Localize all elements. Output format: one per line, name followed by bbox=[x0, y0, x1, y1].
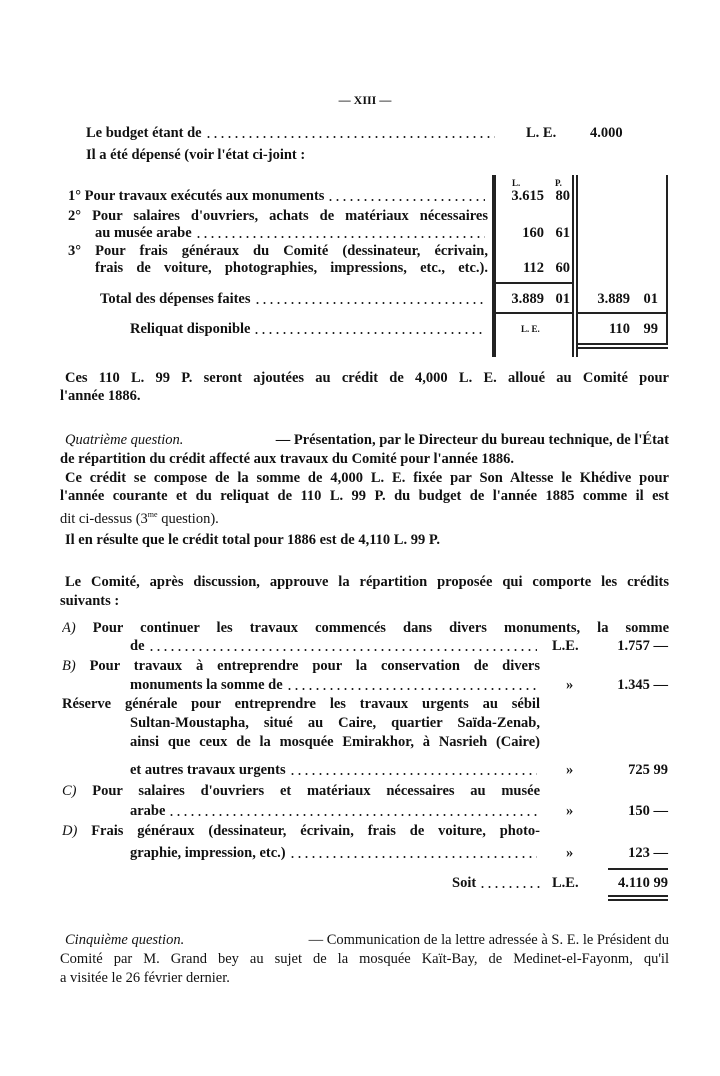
allocation-text: Pour continuer les travaux commencés dans divers monuments, la somme bbox=[92, 620, 669, 636]
dot-leader bbox=[168, 814, 537, 816]
allocation-text: arabe bbox=[130, 803, 166, 819]
allocation-amount: 123 — bbox=[628, 845, 668, 861]
allocation-unit: » bbox=[566, 677, 574, 693]
q5-line3: a visitée le 26 février dernier. bbox=[60, 970, 230, 986]
allocation-text: de bbox=[130, 638, 145, 654]
q5-line2: Comité par M. Grand bey au sujet de la mosquée Kaït-Bay, de Medinet-el-Fayonm, qu'il bbox=[60, 951, 669, 967]
total-p: 01 bbox=[555, 291, 570, 307]
decision-line1: Le Comité, après discussion, approuve la répartition proposée qui comporte les crédits bbox=[65, 574, 669, 590]
page-number: — XIII — bbox=[338, 93, 392, 107]
allocation-line bbox=[62, 822, 540, 840]
q4-title: Quatrième question. bbox=[65, 432, 184, 448]
allocation-line bbox=[130, 844, 540, 862]
soit-unit: L.E. bbox=[552, 875, 579, 891]
total-line bbox=[100, 290, 488, 308]
allocation-unit: » bbox=[566, 803, 574, 819]
dot-leader bbox=[253, 332, 485, 334]
dot-leader bbox=[289, 773, 537, 775]
expense-label: 1° Pour travaux exécutés aux monuments bbox=[68, 188, 325, 204]
allocation-unit: L.E. bbox=[552, 638, 579, 654]
allocation-letter: D) bbox=[62, 823, 78, 839]
q4-line5 bbox=[60, 506, 219, 528]
allocation-line bbox=[62, 619, 669, 637]
q4-text: question). bbox=[157, 510, 219, 527]
q5-title: Cinquième question. bbox=[65, 932, 185, 948]
reliquat-p: 99 bbox=[643, 321, 658, 337]
expense-l: 3.615 bbox=[511, 188, 544, 204]
allocation-letter: A) bbox=[62, 620, 76, 636]
allocation-text: monuments la somme de bbox=[130, 677, 283, 693]
q4-line6: Il en résulte que le crédit total pour 1886 est de 4,110 L. 99 P. bbox=[65, 532, 440, 548]
soit-label: Soit bbox=[452, 875, 477, 891]
allocation-line bbox=[130, 676, 540, 694]
total-l2: 3.889 bbox=[597, 291, 630, 307]
reliquat-label: Reliquat disponible bbox=[130, 321, 251, 337]
decision-line2: suivants : bbox=[60, 593, 120, 609]
q4-line4: l'année courante et du reliquat de 110 L. 99 P. du budget de l'année 1885 comme il est bbox=[60, 488, 669, 504]
expense-item-3-line2: frais de voiture, photographies, impressions, etc., etc.). bbox=[95, 260, 488, 276]
total-label: Total des dépenses faites bbox=[100, 291, 251, 307]
table-divider bbox=[576, 175, 578, 357]
reliquat-l: 110 bbox=[609, 321, 630, 337]
q5-text: — Communication de la lettre adressée à S. E. le Président du bbox=[308, 932, 669, 948]
spent-intro: Il a été dépensé (voir l'état ci-joint : bbox=[86, 147, 306, 163]
allocation-letter: C) bbox=[62, 783, 77, 799]
sum-rule bbox=[608, 868, 668, 870]
dot-leader bbox=[205, 136, 495, 138]
allocation-text: Pour travaux à entreprendre pour la conservation de divers bbox=[89, 658, 540, 674]
double-rule bbox=[608, 895, 668, 897]
table-rule bbox=[576, 347, 668, 349]
budget-amount: 4.000 bbox=[590, 125, 623, 141]
q5-line1 bbox=[65, 931, 669, 949]
allocation-text: Frais généraux (dessinateur, écrivain, frais de voiture, photo- bbox=[91, 823, 540, 839]
q4-text: dit ci-dessus (3 bbox=[60, 510, 148, 527]
allocation-line bbox=[62, 782, 540, 800]
allocation-line bbox=[62, 657, 540, 675]
q4-line1 bbox=[65, 431, 669, 449]
para1-line2: l'année 1886. bbox=[60, 388, 141, 404]
expense-item-2 bbox=[95, 224, 488, 242]
table-divider bbox=[572, 175, 574, 357]
double-rule bbox=[608, 899, 668, 901]
allocation-line bbox=[130, 802, 540, 820]
table-border-right bbox=[666, 175, 668, 345]
total-l: 3.889 bbox=[511, 291, 544, 307]
superscript: me bbox=[147, 510, 158, 519]
allocation-amount: 150 — bbox=[628, 803, 668, 819]
dot-leader bbox=[289, 856, 537, 858]
dot-leader bbox=[254, 302, 485, 304]
expense-item-2-line1: 2° Pour salaires d'ouvriers, achats de matériaux nécessaires bbox=[68, 208, 488, 224]
allocation-unit: » bbox=[566, 845, 574, 861]
reliquat-line bbox=[130, 320, 488, 338]
allocation-amount: 1.345 — bbox=[617, 677, 668, 693]
allocation-unit: » bbox=[566, 762, 574, 778]
soit-amount: 4.110 99 bbox=[618, 875, 668, 891]
allocation-amount: 1.757 — bbox=[617, 638, 668, 654]
q4-line2: de répartition du crédit affecté aux travaux du Comité pour l'année 1886. bbox=[60, 451, 515, 467]
reliquat-unit: L. E. bbox=[521, 324, 540, 334]
expense-item-3-line1: 3° Pour frais généraux du Comité (dessinateur, écrivain, bbox=[68, 243, 488, 259]
expense-p: 61 bbox=[555, 225, 570, 241]
dot-leader bbox=[148, 649, 538, 651]
expense-l: 112 bbox=[523, 260, 544, 276]
budget-currency: L. E. bbox=[526, 125, 557, 141]
soit-line bbox=[452, 874, 544, 892]
allocation-line bbox=[130, 761, 540, 779]
dot-leader bbox=[195, 236, 485, 238]
allocation-text: et autres travaux urgents bbox=[130, 762, 286, 778]
table-rule bbox=[496, 282, 572, 284]
dot-leader bbox=[327, 199, 485, 201]
table-border-left bbox=[492, 175, 496, 357]
allocation-letter: B) bbox=[62, 658, 76, 674]
allocation-text: Pour salaires d'ouvriers et matériaux nécessaires au musée bbox=[92, 783, 540, 799]
budget-label: Le budget étant de bbox=[86, 125, 202, 141]
q4-text: — Présentation, par le Directeur du bureau technique, de l'État bbox=[275, 432, 669, 448]
dot-leader bbox=[479, 886, 541, 888]
allocation-line: ainsi que ceux de la mosquée Emirakhor, à Nasrieh (Caire) bbox=[130, 734, 540, 750]
table-rule bbox=[496, 312, 572, 314]
col-header-p: P. bbox=[555, 178, 562, 188]
q4-line3: Ce crédit se compose de la somme de 4,000 L. E. fixée par Son Altesse le Khédive pour bbox=[65, 470, 669, 486]
expense-item-1 bbox=[68, 187, 488, 205]
para1-line1: Ces 110 L. 99 P. seront ajoutées au crédit de 4,000 L. E. alloué au Comité pour bbox=[65, 370, 669, 386]
total-p2: 01 bbox=[643, 291, 658, 307]
dot-leader bbox=[286, 688, 537, 690]
allocation-line bbox=[130, 637, 540, 655]
allocation-line: Sultan-Moustapha, situé au Caire, quartier Saïda-Zenab, bbox=[130, 715, 540, 731]
table-rule bbox=[576, 343, 668, 345]
expense-p: 80 bbox=[555, 188, 570, 204]
allocation-amount: 725 99 bbox=[628, 762, 668, 778]
table-rule bbox=[576, 312, 668, 314]
allocation-line: Réserve générale pour entreprendre les travaux urgents au sébil bbox=[62, 696, 540, 712]
col-header-l: L. bbox=[512, 178, 521, 188]
expense-l: 160 bbox=[522, 225, 544, 241]
expense-label: au musée arabe bbox=[95, 225, 192, 241]
expense-p: 60 bbox=[555, 260, 570, 276]
allocation-text: graphie, impression, etc.) bbox=[130, 845, 286, 861]
budget-line bbox=[86, 124, 498, 142]
